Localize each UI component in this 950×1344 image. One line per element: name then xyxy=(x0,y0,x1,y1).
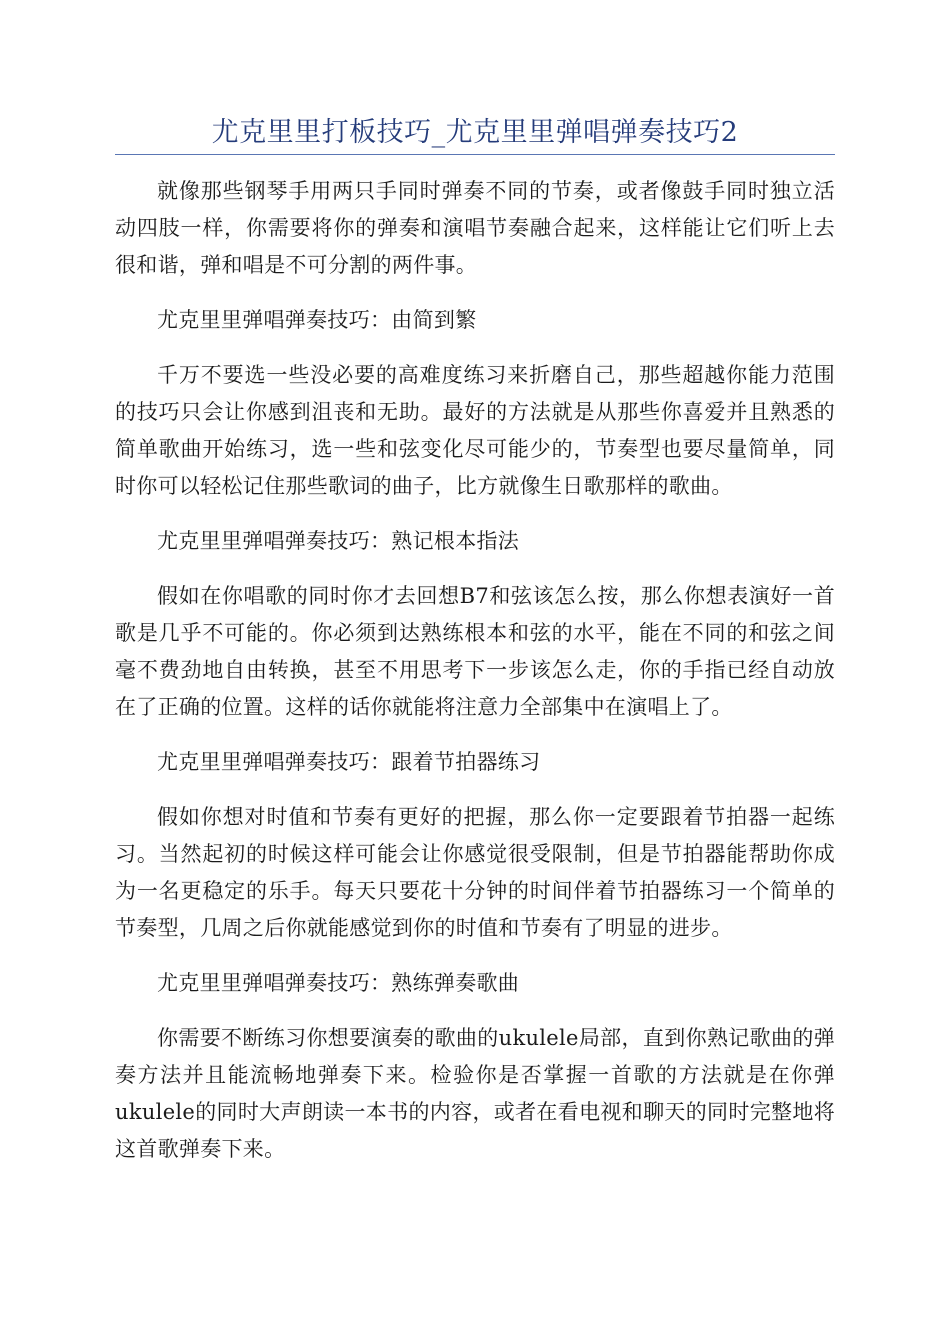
document-title: 尤克里里打板技巧_尤克里里弹唱弹奏技巧2 xyxy=(211,117,739,148)
document-body xyxy=(115,173,835,1186)
paragraph-simple-to-complex: 千万不要选一些没必要的高难度练习来折磨自己，那些超越你能力范围的技巧只会让你感到沮丧和无助。最好的方法就是从那些你喜爱并且熟悉的简单歌曲开始练习，选一些和弦变化尽可能少的，节奏型也要尽量简单，同时你可以轻松记住那些歌词的曲子，比方就像生日歌那样的歌曲。 xyxy=(115,363,835,498)
paragraph-basic-fingering: 假如在你唱歌的同时你才去回想B7和弦该怎么按，那么你想表演好一首歌是几乎不可能的。你必须到达熟练根本和弦的水平，能在不同的和弦之间毫不费劲地自由转换，甚至不用思考下一步该怎么走，你的手指已经自动放在了正确的位置。这样的话你就能将注意力全部集中在演唱上了。 xyxy=(115,584,835,719)
paragraph-master-songs: 你需要不断练习你想要演奏的歌曲的ukulele局部，直到你熟记歌曲的弹奏方法并且能流畅地弹奏下来。检验你是否掌握一首歌的方法就是在你弹ukulele的同时大声朗读一本书的内容，或者在看电视和聊天的同时完整地将这首歌弹奏下来。 xyxy=(115,1026,835,1161)
section-heading-simple-to-complex: 尤克里里弹唱弹奏技巧：由简到繁 xyxy=(157,308,477,332)
title-underline xyxy=(115,154,835,155)
section-heading-metronome: 尤克里里弹唱弹奏技巧：跟着节拍器练习 xyxy=(157,750,541,774)
section-heading-basic-fingering: 尤克里里弹唱弹奏技巧：熟记根本指法 xyxy=(157,529,520,553)
paragraph-metronome: 假如你想对时值和节奏有更好的把握，那么你一定要跟着节拍器一起练习。当然起初的时候这样可能会让你感觉很受限制，但是节拍器能帮助你成为一名更稳定的乐手。每天只要花十分钟的时间伴着节拍器练习一个简单的节奏型，几周之后你就能感觉到你的时值和节奏有了明显的进步。 xyxy=(115,805,835,940)
section-heading-master-songs: 尤克里里弹唱弹奏技巧：熟练弹奏歌曲 xyxy=(157,971,520,995)
paragraph-intro: 就像那些钢琴手用两只手同时弹奏不同的节奏，或者像鼓手同时独立活动四肢一样，你需要将你的弹奏和演唱节奏融合起来，这样能让它们听上去很和谐，弹和唱是不可分割的两件事。 xyxy=(115,179,835,277)
